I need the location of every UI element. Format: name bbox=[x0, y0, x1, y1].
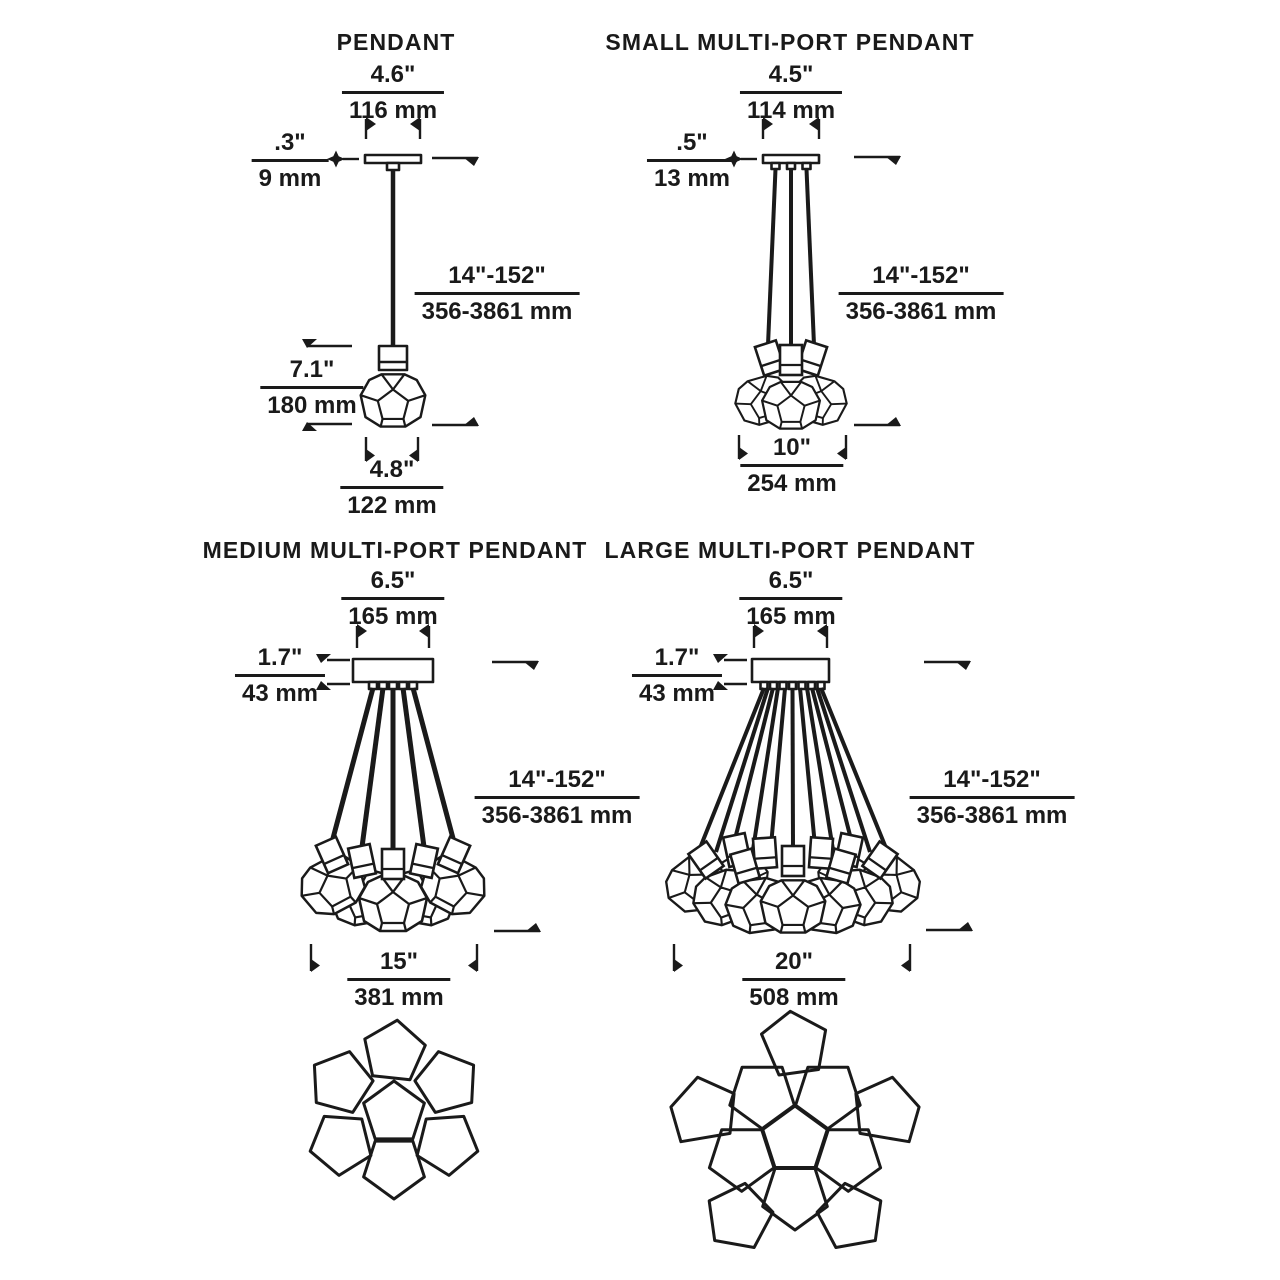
dim-millimeters: 43 mm bbox=[638, 680, 716, 708]
small-canopy-height-dim bbox=[647, 130, 737, 191]
dim-inches: 1.7" bbox=[632, 645, 722, 677]
dim-inches: .5" bbox=[647, 130, 737, 162]
large-canopy-width-dim bbox=[739, 568, 842, 629]
dim-millimeters: 180 mm bbox=[267, 392, 357, 420]
pendant-title: PENDANT bbox=[336, 29, 456, 55]
dim-inches: 6.5" bbox=[341, 568, 444, 600]
dim-inches: 15" bbox=[347, 949, 450, 981]
dim-inches: 10" bbox=[740, 435, 843, 467]
dim-millimeters: 43 mm bbox=[241, 680, 319, 708]
small-canopy bbox=[763, 155, 819, 169]
dim-millimeters: 254 mm bbox=[747, 470, 837, 498]
pentagon bbox=[816, 1130, 881, 1192]
pendant-fixture-width-dim bbox=[340, 457, 443, 518]
large-canopy-height-dim bbox=[632, 645, 722, 706]
pendant-canopy-width-dim bbox=[342, 62, 444, 123]
small-multiport-title: SMALL MULTI-PORT PENDANT bbox=[605, 29, 975, 55]
pendant-canopy-height-dim bbox=[252, 130, 329, 191]
dim-inches: 4.8" bbox=[340, 457, 443, 489]
dim-millimeters: 165 mm bbox=[348, 603, 438, 631]
large-globe-cluster bbox=[656, 833, 929, 936]
small-globe-cluster bbox=[730, 340, 851, 429]
dim-inches: 6.5" bbox=[739, 568, 842, 600]
pentagon bbox=[817, 1183, 881, 1247]
pentagon bbox=[671, 1077, 734, 1141]
pentagon bbox=[365, 1020, 426, 1079]
dim-millimeters: 114 mm bbox=[746, 97, 836, 125]
pendant-drop-dim bbox=[415, 263, 580, 324]
large-drop-dim bbox=[910, 767, 1075, 828]
pendant-fixture-height-dim bbox=[260, 357, 363, 418]
pentagon bbox=[730, 1067, 795, 1129]
pentagon bbox=[709, 1183, 773, 1247]
medium-multiport-title: MEDIUM MULTI-PORT PENDANT bbox=[202, 537, 588, 563]
pentagon bbox=[364, 1081, 425, 1139]
dim-inches: 14"-152" bbox=[839, 263, 1004, 295]
pentagon bbox=[762, 1011, 826, 1075]
dim-inches: 14"-152" bbox=[415, 263, 580, 295]
dim-inches: 1.7" bbox=[235, 645, 325, 677]
dim-inches: 14"-152" bbox=[910, 767, 1075, 799]
dim-millimeters: 116 mm bbox=[348, 97, 438, 125]
pentagon bbox=[796, 1067, 861, 1129]
dim-millimeters: 9 mm bbox=[258, 165, 322, 193]
medium-canopy-width-dim bbox=[341, 568, 444, 629]
medium-canopy-height-dim bbox=[235, 645, 325, 706]
small-cords bbox=[768, 169, 814, 345]
small-canopy-width-dim bbox=[740, 62, 842, 123]
dim-inches: 4.5" bbox=[740, 62, 842, 94]
pentagon bbox=[417, 1116, 478, 1175]
dim-millimeters: 356-3861 mm bbox=[845, 298, 997, 326]
medium-drop-dim bbox=[475, 767, 640, 828]
dim-inches: 14"-152" bbox=[475, 767, 640, 799]
small-drop-dim bbox=[839, 263, 1004, 324]
large-plan-view bbox=[671, 1011, 919, 1247]
pentagon bbox=[709, 1130, 774, 1192]
pendant-canopy bbox=[365, 155, 421, 170]
pentagon bbox=[763, 1169, 828, 1231]
pentagon bbox=[364, 1141, 425, 1199]
medium-globe-cluster bbox=[292, 837, 494, 931]
pendant-socket bbox=[379, 346, 407, 370]
dim-millimeters: 356-3861 mm bbox=[481, 802, 633, 830]
medium-cluster-width-dim bbox=[347, 949, 450, 1010]
dim-inches: 7.1" bbox=[260, 357, 363, 389]
large-canopy bbox=[752, 659, 829, 689]
dim-millimeters: 165 mm bbox=[746, 603, 836, 631]
dim-millimeters: 381 mm bbox=[354, 984, 444, 1012]
pendant-globe bbox=[361, 374, 426, 426]
pentagon bbox=[856, 1077, 919, 1141]
large-cords bbox=[700, 688, 886, 856]
large-multiport-title: LARGE MULTI-PORT PENDANT bbox=[604, 537, 976, 563]
pentagon bbox=[310, 1116, 371, 1175]
small-cluster-width-dim bbox=[740, 435, 843, 496]
medium-canopy bbox=[353, 659, 433, 689]
medium-plan-view bbox=[310, 1020, 478, 1199]
dim-millimeters: 508 mm bbox=[749, 984, 839, 1012]
dim-millimeters: 13 mm bbox=[653, 165, 731, 193]
dim-millimeters: 356-3861 mm bbox=[916, 802, 1068, 830]
dim-millimeters: 356-3861 mm bbox=[421, 298, 573, 326]
dim-inches: 4.6" bbox=[342, 62, 444, 94]
large-cluster-width-dim bbox=[742, 949, 845, 1010]
medium-cords bbox=[332, 688, 454, 850]
dim-inches: .3" bbox=[252, 130, 329, 162]
dim-inches: 20" bbox=[742, 949, 845, 981]
dim-millimeters: 122 mm bbox=[347, 492, 437, 520]
